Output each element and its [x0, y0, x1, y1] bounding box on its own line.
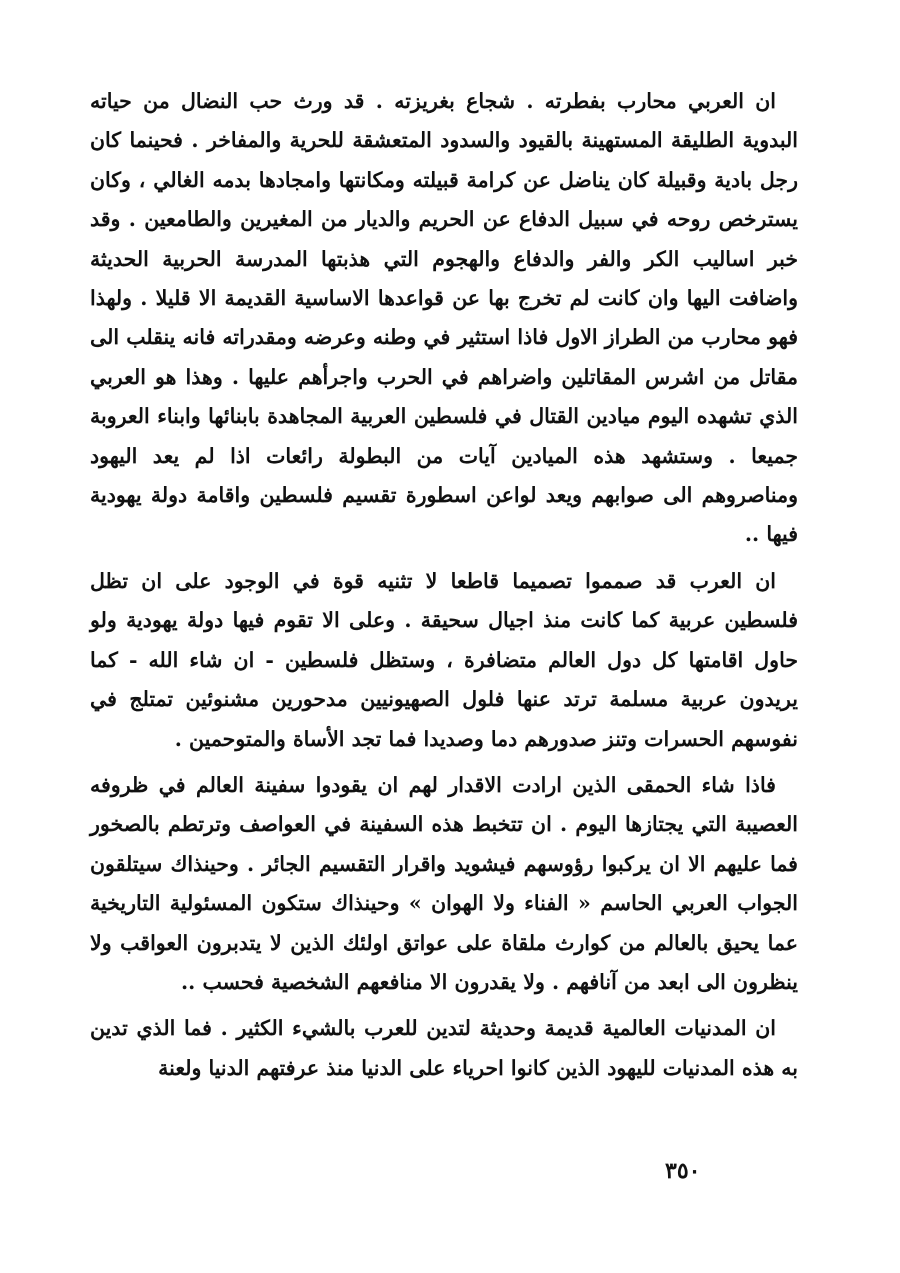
- body-text: [90, 82, 798, 1088]
- paragraph-2: ان العرب قد صمموا تصميما قاطعا لا تثنيه قوة في الوجود على ان تظل فلسطين عربية كما كانت منذ اجيال سحيقة . وعلى الا تقوم فيها دولة يهودية ولو حاول اقامتها كل دول العالم متضافرة ، وستظل فلسطين - ان شاء الله - كما يريدون عربية مسلمة ترتد عنها فلول الصهيونيين مدحورين مشنوئين تمتلج في نفوسهم الحسرات وتنز صدورهم دما وصديدا فما تجد الأساة والمتوحمين .: [90, 568, 798, 751]
- paragraph-3: فاذا شاء الحمقى الذين ارادت الاقدار لهم ان يقودوا سفينة العالم في ظروفه العصيبة التي يجتازها اليوم . ان تتخبط هذه السفينة في العواصف وترتطم بالصخور فما عليهم الا ان يركبوا رؤوسهم فيشويد واقرار التقسيم الجائر . وحينذاك سيتلقون الجواب العربي الحاسم « الفناء ولا الهوان » وحينذاك ستكون المسئولية التاريخية عما يحيق بالعالم من كوارث ملقاة على عواتق اولئك الذين لا يتدبرون العواقب ولا ينظرون الى ابعد من آنافهم . ولا يقدرون الا منافعهم الشخصية فحسب ..: [90, 772, 798, 994]
- page-number: ٣٥٠: [665, 1158, 701, 1184]
- paragraph-4: ان المدنيات العالمية قديمة وحديثة لتدين للعرب بالشيء الكثير . فما الذي تدين به هذه المدنيات لليهود الذين كانوا احرياء على الدنيا منذ عرفتهم الدنيا ولعنة: [90, 1016, 798, 1080]
- paragraph-1: ان العربي محارب بفطرته . شجاع بغريزته . قد ورث حب النضال من حياته البدوية الطليقة المستهينة بالقيود والسدود المتعشقة للحرية والمفاخر . فحينما كان رجل بادية وقبيلة كان يناضل عن كرامة قبيلته ومكانتها وامجادها بدمه الغالي ، وكان يسترخص روحه في سبيل الدفاع عن الحريم والديار من المغيرين والطامعين . وقد خبر اساليب الكر والفر والدفاع والهجوم التي هذبتها المدرسة الحربية الحديثة واضافت اليها وان كانت لم تخرج بها عن قواعدها الاساسية القديمة الا قليلا . ولهذا فهو محارب من الطراز الاول فاذا استثير في وطنه وعرضه ومقدراته فانه ينقلب الى مقاتل من اشرس المقاتلين واضراهم في الحرب واجرأهم عليها . وهذا هو العربي الذي تشهده اليوم ميادين القتال في فلسطين العربية المجاهدة بابنائها وابناء العروبة جميعا . وستشهد هذه الميادين آيات من البطولة رائعات اذا لم يعد اليهود ومناصروهم الى صوابهم ويعد لواعن اسطورة تقسيم فلسطين واقامة دولة يهودية فيها ..: [90, 89, 798, 547]
